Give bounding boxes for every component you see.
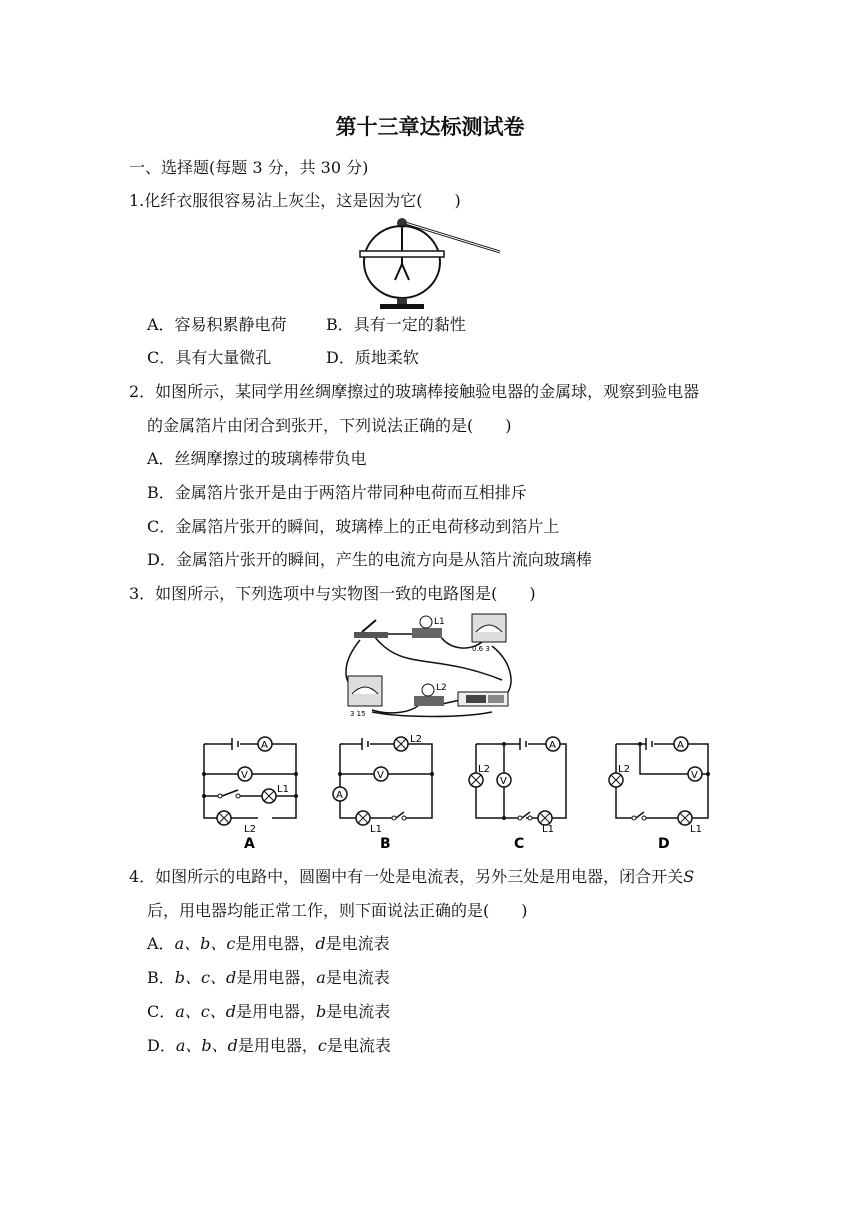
section-heading: 一、选择题(每题 3 分，共 30 分) (129, 158, 369, 177)
c-l2-label: L2 (478, 764, 490, 775)
a-ammeter-symbol: A (261, 740, 268, 751)
circuit-diagram-b (336, 734, 436, 850)
c-l1-lamp (538, 811, 552, 825)
q4-option-c: C．a、c、d是用电器，b是电流表 (147, 1002, 391, 1021)
d-l2-label: L2 (618, 764, 630, 775)
d-ammeter-symbol: A (677, 740, 684, 751)
q2-option-a: A．丝绸摩擦过的玻璃棒带负电 (147, 449, 367, 468)
q2-option-b: B．金属箔片张开是由于两箔片带同种电荷而互相排斥 (147, 483, 527, 502)
q2-option-d: D．金属箔片张开的瞬间，产生的电流方向是从箔片流向玻璃棒 (147, 550, 592, 569)
b-l1-lamp (356, 811, 370, 825)
a-voltmeter-symbol: V (241, 770, 248, 781)
b-l2-lamp (394, 737, 408, 751)
q1-option-c: C．具有大量微孔 (147, 348, 272, 367)
photo-ammeter-scale: 0.6 3 (472, 645, 490, 653)
page-title: 第十三章达标测试卷 (335, 114, 525, 139)
d-l1-lamp (678, 811, 692, 825)
electroscope-figure (340, 218, 510, 310)
c-ammeter-symbol: A (549, 740, 556, 751)
q1-option-a: A．容易积累静电荷 (147, 315, 287, 334)
q1-option-d: D．质地柔软 (326, 348, 419, 367)
question-2-stem-line2: 的金属箔片由闭合到张开，下列说法正确的是( ) (147, 416, 512, 435)
question-3-stem: 3．如图所示，下列选项中与实物图一致的电路图是( ) (129, 584, 536, 603)
question-4-stem-line2: 后，用电器均能正常工作，则下面说法正确的是( ) (147, 901, 528, 920)
question-1-stem: 1.化纤衣服很容易沾上灰尘，这是因为它( ) (129, 191, 461, 210)
c-l2-lamp (469, 773, 483, 787)
a-l1-lamp (262, 789, 276, 803)
a-l2-label: L2 (244, 824, 256, 835)
circuit-diagram-d (610, 734, 710, 850)
c-l1-label: L1 (542, 824, 554, 835)
diagram-a-caption: A (244, 836, 255, 852)
q4-option-a: A．a、b、c是用电器，d是电流表 (147, 934, 390, 953)
diagram-b-caption: B (380, 836, 391, 852)
circuit-diagram-a (200, 734, 300, 850)
q1-option-b: B．具有一定的黏性 (326, 315, 466, 334)
b-ammeter-symbol: A (336, 790, 343, 801)
q4-stem-text: 4．如图所示的电路中，圆圈中有一处是电流表，另外三处是用电器，闭合开关 (129, 867, 684, 886)
question-4-stem-line1 (129, 867, 694, 887)
b-voltmeter-symbol: V (377, 770, 384, 781)
photo-voltmeter-scale: 3 15 (350, 710, 366, 718)
photo-l2-label: L2 (436, 683, 447, 693)
diagram-c-caption: C (514, 836, 525, 852)
c-voltmeter-symbol: V (500, 776, 507, 787)
physical-circuit-photo (342, 612, 518, 718)
circuit-diagram-c (470, 734, 570, 850)
a-l2-lamp (217, 811, 231, 825)
d-l2-lamp (609, 773, 623, 787)
q4-option-b: B．b、c、d是用电器，a是电流表 (147, 968, 390, 987)
question-2-stem-line1: 2．如图所示，某同学用丝绸摩擦过的玻璃棒接触验电器的金属球，观察到验电器 (129, 382, 700, 401)
b-l2-label: L2 (410, 734, 422, 745)
b-l1-label: L1 (370, 824, 382, 835)
diagram-d-caption: D (658, 836, 670, 852)
q4-switch-var: S (683, 867, 695, 886)
q4-option-d: D．a、b、d是用电器，c是电流表 (147, 1036, 391, 1055)
d-l1-label: L1 (690, 824, 702, 835)
q2-option-c: C．金属箔片张开的瞬间，玻璃棒上的正电荷移动到箔片上 (147, 517, 560, 536)
d-voltmeter-symbol: V (691, 770, 698, 781)
a-l1-label: L1 (277, 784, 289, 795)
photo-l1-label: L1 (434, 617, 445, 627)
